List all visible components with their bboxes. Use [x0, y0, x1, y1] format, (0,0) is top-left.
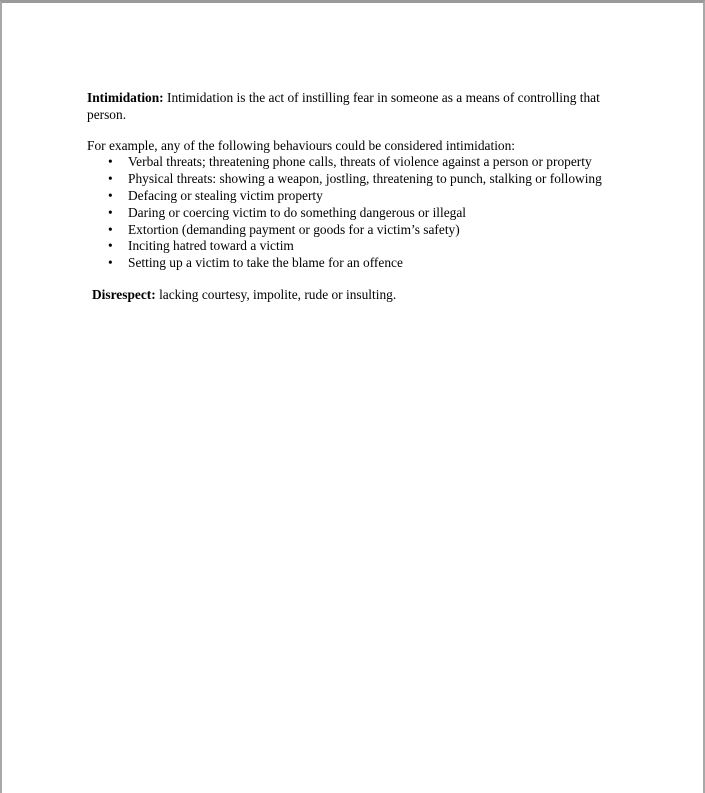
intimidation-term: Intimidation:: [87, 90, 164, 105]
examples-list: [87, 154, 627, 272]
bullet-icon: •: [108, 154, 113, 170]
list-item-text: Defacing or stealing victim property: [128, 187, 323, 203]
bullet-icon: •: [108, 238, 113, 254]
intimidation-definition: [87, 90, 627, 124]
list-item-text: Setting up a victim to take the blame for an offence: [128, 255, 403, 271]
bullet-icon: •: [108, 187, 113, 203]
list-item-text: Physical threats: showing a weapon, jostling, threatening to punch, stalking or following: [128, 171, 602, 187]
intimidation-text: Intimidation is the act of instilling fear in someone as a means of controlling that person.: [87, 90, 600, 122]
bullet-icon: •: [108, 255, 113, 271]
document-body: [87, 90, 627, 304]
disrespect-term: Disrespect:: [92, 286, 156, 302]
examples-intro: For example, any of the following behaviours could be considered intimidation:: [87, 137, 516, 153]
list-item-text: Inciting hatred toward a victim: [128, 238, 294, 254]
bullet-icon: •: [108, 171, 113, 187]
list-item: [108, 205, 627, 222]
list-item: [108, 171, 627, 188]
list-item: [108, 222, 627, 239]
list-item-text: Extortion (demanding payment or goods for a victim’s safety): [128, 221, 460, 237]
list-item-text: Verbal threats; threatening phone calls, threats of violence against a person or property: [128, 154, 592, 170]
disrespect-text: lacking courtesy, impolite, rude or insulting.: [155, 286, 397, 302]
disrespect-definition: [92, 287, 627, 304]
list-item-text: Daring or coercing victim to do something dangerous or illegal: [128, 204, 467, 220]
list-item: [108, 238, 627, 255]
bullet-icon: •: [108, 221, 113, 237]
list-item: [108, 255, 627, 272]
list-item: [108, 154, 627, 171]
list-item: [108, 188, 627, 205]
bullet-icon: •: [108, 204, 113, 220]
